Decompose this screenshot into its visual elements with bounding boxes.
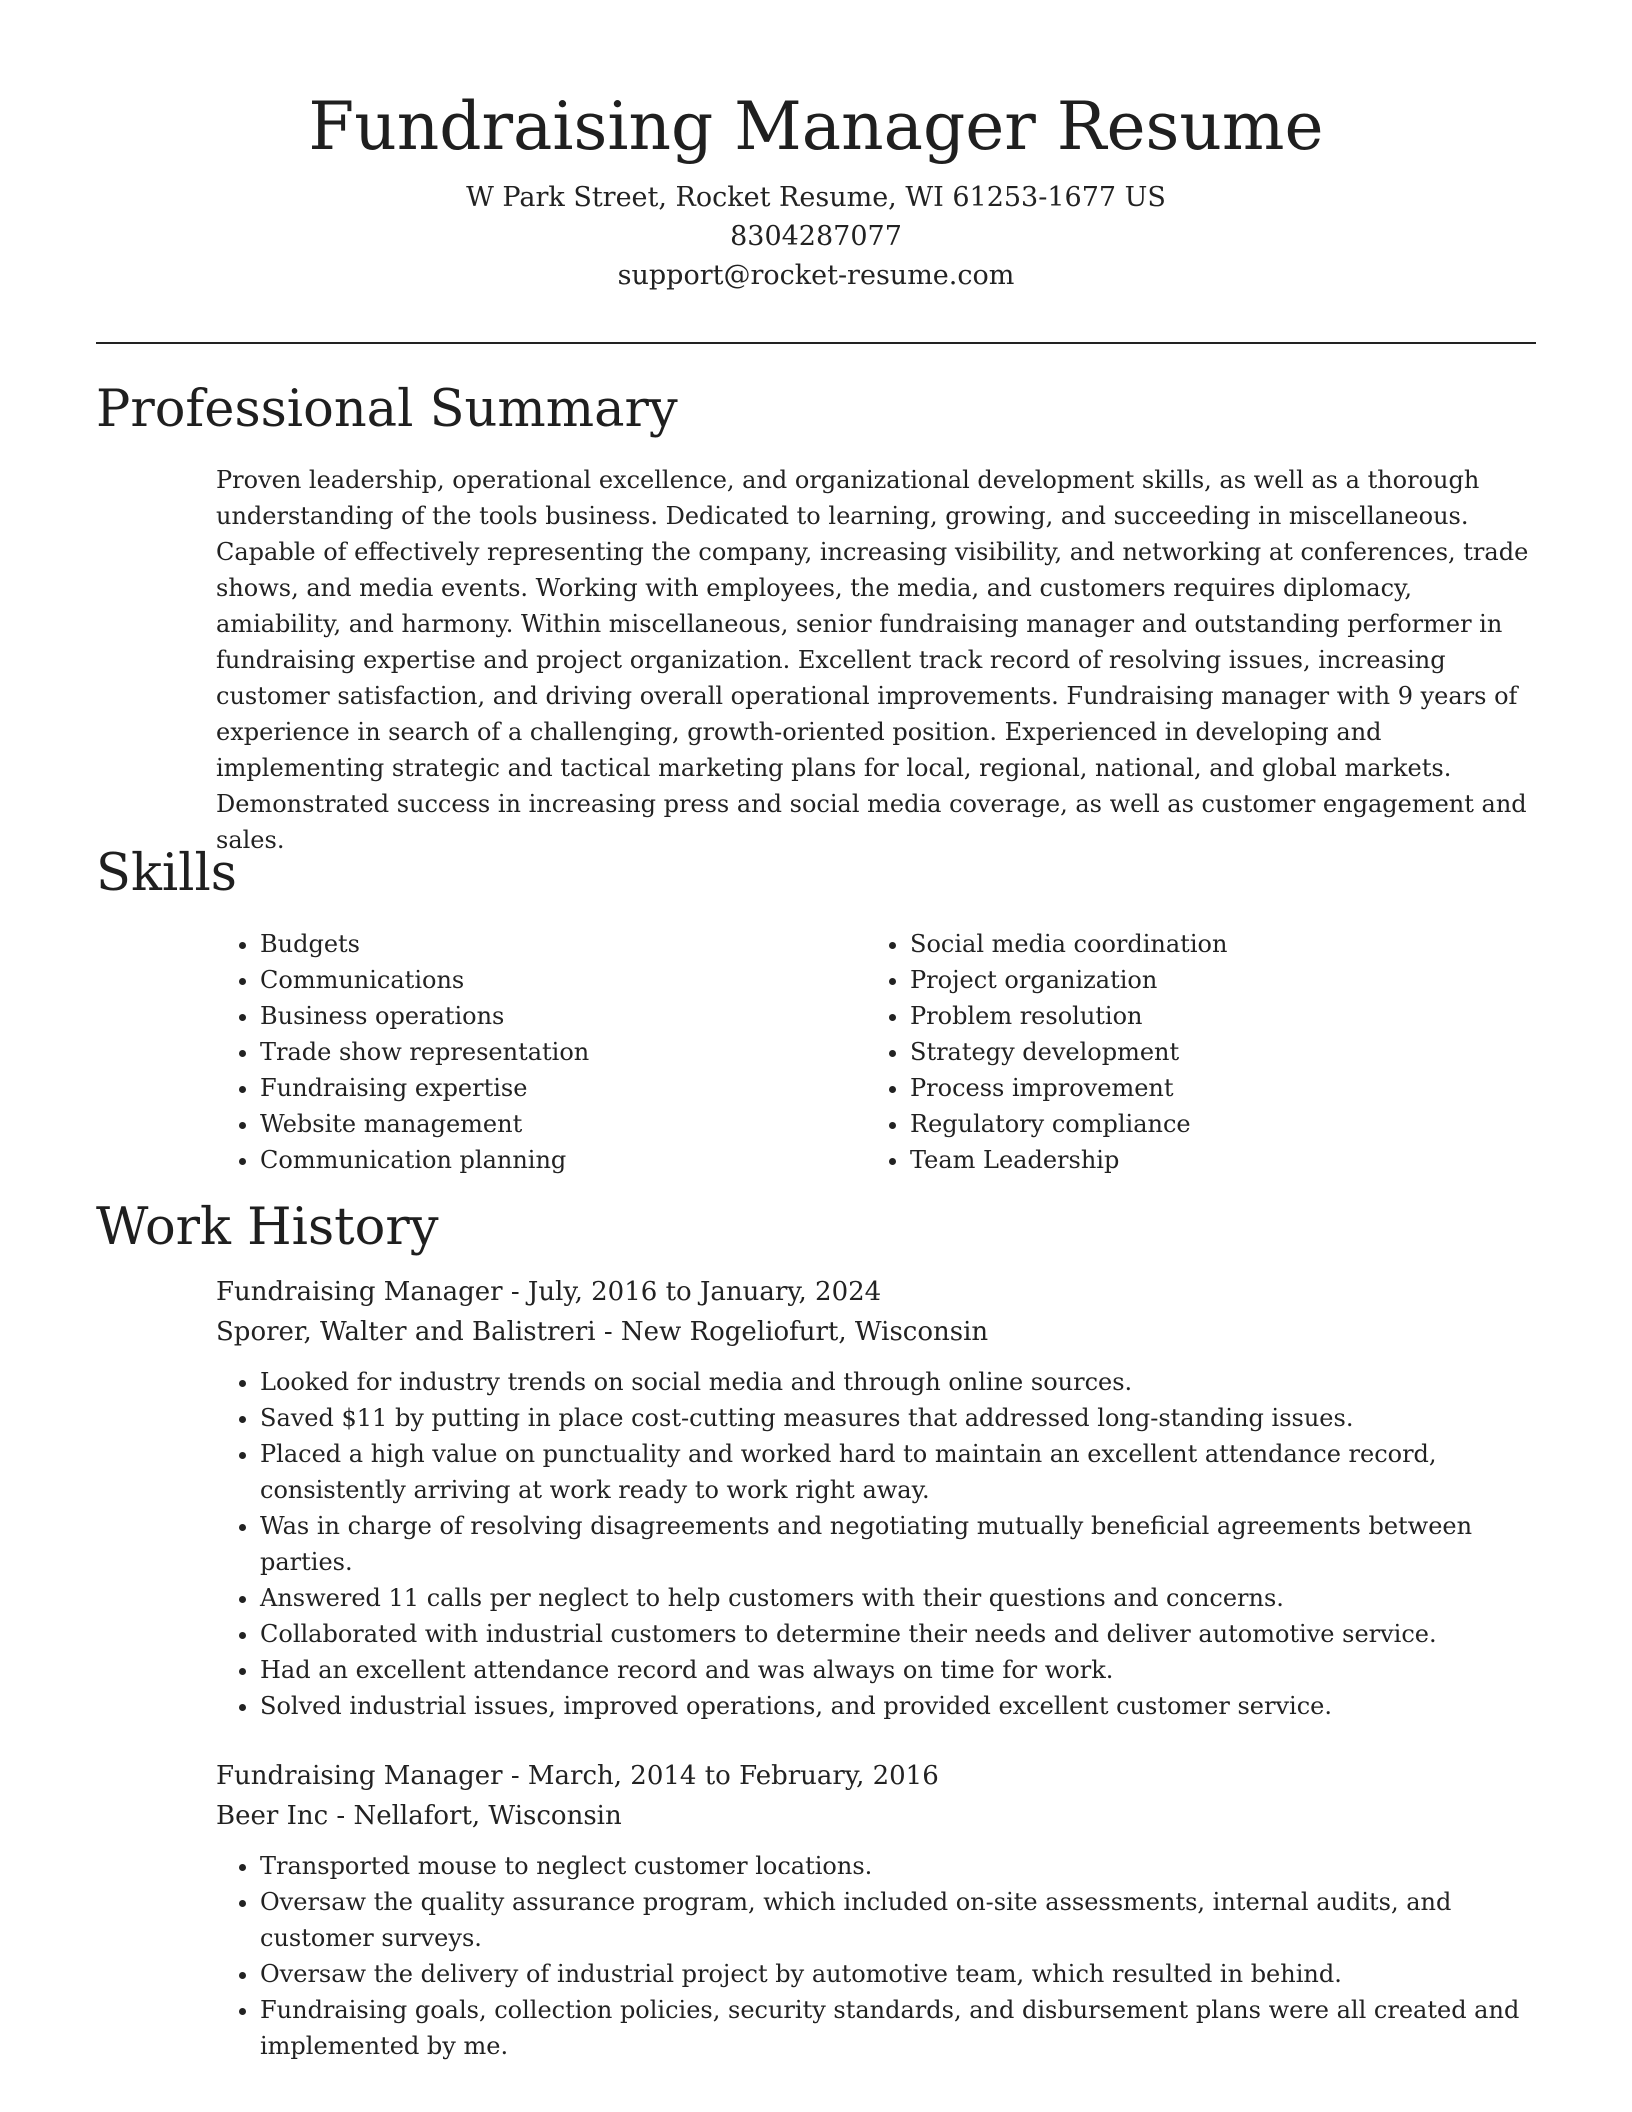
professional-summary-text: Proven leadership, operational excellence, and organizational development skills, as well as a thorough understanding of the tools business. Dedicated to learning, growing, and succeeding in miscellaneous. Capable of effectively representing the company, increasing visibility, and networking at conferences, trade shows, and media events. Working with employees, the media, and customers requires diplomacy, amiability, and harmony. Within miscellaneous, senior fundraising manager and outstanding performer in fundraising expertise and project organization. Excellent track record of resolving issues, increasing customer satisfaction, and driving overall operational improvements. Fundraising manager with 9 years of experience in search of a challenging, growth-oriented position. Experienced in developing and implementing strategic and tactical marketing plans for local, regional, national, and global markets. Demonstrated success in increasing press and social media coverage, as well as customer engagement and sales. [216, 466, 1529, 854]
job-entry [216, 1756, 1536, 2064]
list-item: • Collaborated with industrial customers to determine their needs and deliver automotive service. [260, 1616, 1536, 1652]
job-separator: - [328, 1801, 354, 1831]
list-item: • Strategy development [910, 1034, 1516, 1070]
list-item: • Trade show representation [260, 1034, 866, 1070]
professional-summary-heading: Professional Summary [96, 380, 678, 439]
list-item: • Process improvement [910, 1070, 1516, 1106]
skills-column-left [216, 926, 866, 1178]
job-title: Fundraising Manager [216, 1277, 503, 1307]
list-item: • Business operations [260, 998, 866, 1034]
list-item: • Website management [260, 1106, 866, 1142]
list-item: • Fundraising expertise [260, 1070, 866, 1106]
job-responsibilities [216, 1848, 1536, 2064]
list-item: • Communication planning [260, 1142, 866, 1178]
list-item: • Social media coordination [910, 926, 1516, 962]
list-item: • Problem resolution [910, 998, 1516, 1034]
list-item: • Transported mouse to neglect customer locations. [260, 1848, 1536, 1884]
list-item: • Looked for industry trends on social media and through online sources. [260, 1364, 1536, 1400]
skills-list [216, 926, 1536, 1178]
job-title-line [216, 1756, 1536, 1796]
skills-heading: Skills [96, 844, 237, 903]
work-history-heading: Work History [96, 1198, 439, 1257]
job-company-line [216, 1796, 1536, 1836]
job-company: Sporer, Walter and Balistreri [216, 1317, 596, 1347]
job-dates: March, 2014 to February, 2016 [527, 1761, 939, 1791]
address-text: W Park Street, Rocket Resume, WI 61253-1677 US [466, 182, 1166, 213]
job-company: Beer Inc [216, 1801, 329, 1831]
list-item: • Had an excellent attendance record and was always on time for work. [260, 1652, 1536, 1688]
resume-header [0, 84, 1632, 295]
job-title-line [216, 1272, 1536, 1312]
job-separator: - [595, 1317, 621, 1347]
list-item: • Fundraising goals, collection policies, security standards, and disbursement plans were all created and implemented by me. [260, 1992, 1536, 2064]
phone-text: 8304287077 [730, 221, 902, 252]
job-title: Fundraising Manager [216, 1761, 503, 1791]
email-text: support@rocket-resume.com [617, 260, 1015, 291]
page-title: Fundraising Manager Resume [308, 88, 1324, 165]
list-item: • Oversaw the quality assurance program, which included on-site assessments, internal audits, and customer surveys. [260, 1884, 1536, 1956]
list-item: • Budgets [260, 926, 866, 962]
job-dates: July, 2016 to January, 2024 [527, 1277, 882, 1307]
job-responsibilities [216, 1364, 1536, 1724]
list-item: • Oversaw the delivery of industrial project by automotive team, which resulted in behind. [260, 1956, 1536, 1992]
skills-column-right [866, 926, 1516, 1178]
job-separator: - [502, 1277, 528, 1307]
job-separator: - [502, 1761, 528, 1791]
list-item: • Communications [260, 962, 866, 998]
contact-block [0, 178, 1632, 295]
job-location: New Rogeliofurt, Wisconsin [620, 1317, 989, 1347]
list-item: • Team Leadership [910, 1142, 1516, 1178]
job-company-line [216, 1312, 1536, 1352]
list-item: • Solved industrial issues, improved operations, and provided excellent customer service. [260, 1688, 1536, 1724]
job-location: Nellafort, Wisconsin [353, 1801, 622, 1831]
job-entry [216, 1272, 1536, 1724]
list-item: • Answered 11 calls per neglect to help customers with their questions and concerns. [260, 1580, 1536, 1616]
header-divider [96, 342, 1536, 344]
list-item: • Was in charge of resolving disagreements and negotiating mutually beneficial agreements between parties. [260, 1508, 1536, 1580]
list-item: • Project organization [910, 962, 1516, 998]
list-item: • Saved $11 by putting in place cost-cutting measures that addressed long-standing issues. [260, 1400, 1536, 1436]
list-item: • Placed a high value on punctuality and worked hard to maintain an excellent attendance record, consistently arriving at work ready to work right away. [260, 1436, 1536, 1508]
list-item: • Regulatory compliance [910, 1106, 1516, 1142]
